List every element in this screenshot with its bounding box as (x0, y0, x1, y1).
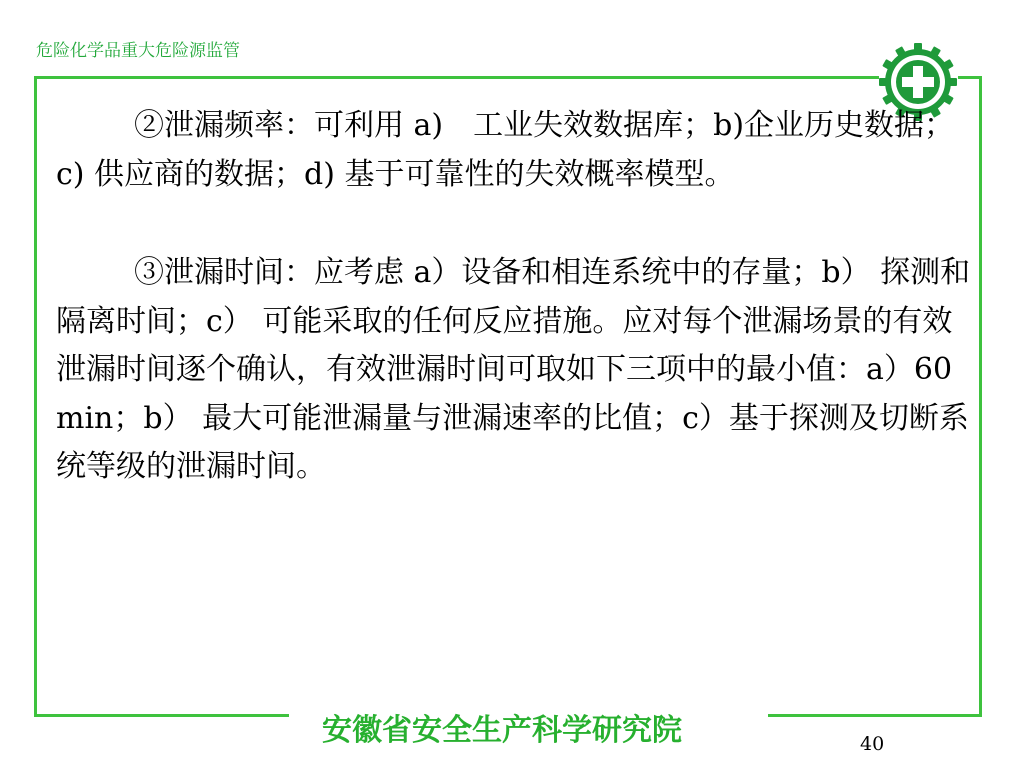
page-number: 40 (860, 733, 885, 755)
frame-top-line (34, 76, 879, 79)
frame-left-line (34, 76, 37, 717)
paragraph-spacer (56, 199, 976, 249)
slide-body (56, 102, 976, 492)
footer-institute-name: 安徽省安全生产科学研究院 (322, 713, 682, 748)
paragraph-leak-frequency: ②泄漏频率：可利用 a) 工业失效数据库；b)企业历史数据；c) 供应商的数据；d) 基于可靠性的失效概率模型。 (56, 108, 955, 192)
paragraph-leak-duration: ③泄漏时间：应考虑 a）设备和相连系统中的存量；b） 探测和隔离时间；c） 可能采取的任何反应措施。应对每个泄漏场景的有效泄漏时间逐个确认，有效泄漏时间可取如下三项中的最小值：a）60 min；b） 最大可能泄漏量与泄漏速率的比值；c）基于探测及切断系统等级的泄漏时间。 (56, 255, 971, 484)
frame-right-line (979, 76, 982, 717)
header-title: 危险化学品重大危险源监管 (36, 41, 240, 61)
frame-bottom-left-line (34, 714, 289, 717)
frame-bottom-right-line (768, 714, 982, 717)
